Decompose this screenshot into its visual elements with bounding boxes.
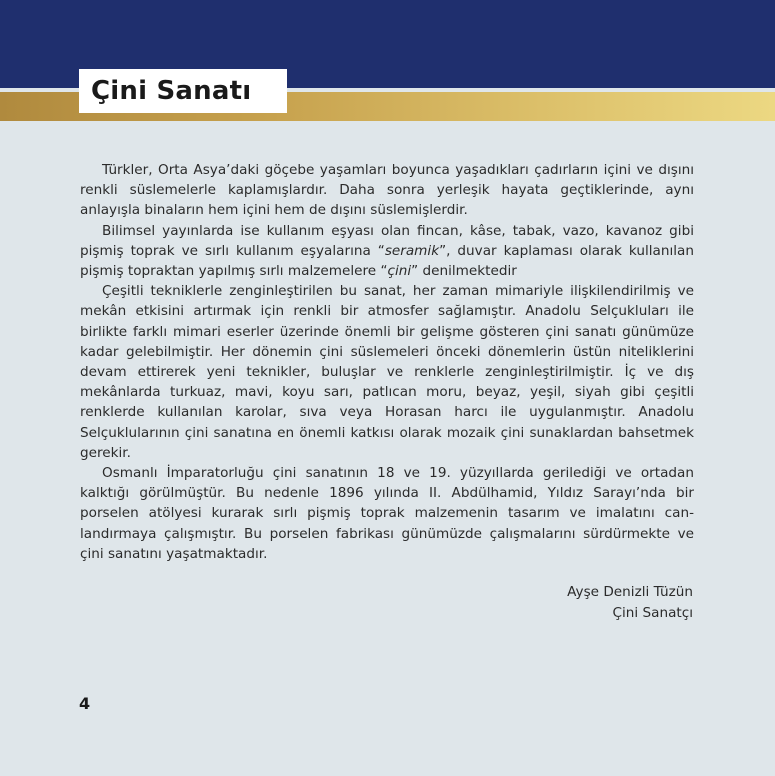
article-body — [80, 160, 694, 564]
paragraph-4: Osmanlı İmparatorluğu çini sanatının 18 ve 19. yüzyıllarda gerilediği ve ortadan kalktığı görülmüştür. Bu nedenle 1896 yılında II. Abdülhamid, Yıldız Sarayı’nda bir porselen atölyesi kurarak sırlı pişmiş toprak malzemenin tasarım ve imalatını canlandırmaya çalışmıştır. Bu porselen fabrikası günümüzde çalışmalarını sürdürmekte ve çini sanatını yaşatmaktadır. — [80, 465, 694, 562]
paragraph-2-text-3: ” denilmektedir — [411, 263, 517, 280]
paragraph-3: Çeşitli tekniklerle zenginleştirilen bu sanat, her zaman mimariyle ilişkilendirilmiş ve mekân etkisini artırmak için renkli bir atmosfer sağlamıştır. Anadolu Selçukluları ile birlikte farklı mimari eserler üzerinde önemli bir gelişme gösteren çini sanatı günümüze kadar gelebilmiştir. Her dönemin çini süslemeleri önceki dönemlerin üstün niteliklerini devam ettirerek yeni teknikler, buluşlar ve renklerle zenginleştirilmiştir. İç ve dış mekânlarda turkuaz, mavi, koyu sarı, patlıcan moru, beyaz, yeşil, siyah gibi çeşitli renklerde kullanılan karolar, sıva veya Horasan harcı ile uygulanmıştır. Anadolu Selçuklularının çini sanatına en önemli katkısı olarak mozaik çini sunaklardan bahsetmek gerekir. — [80, 283, 694, 461]
author-name: Ayşe Denizli Tüzün — [567, 584, 693, 600]
paragraph-2 — [80, 221, 694, 282]
page-title: Çini Sanatı — [91, 76, 252, 106]
term-cini: çini — [387, 263, 412, 280]
title-box — [79, 69, 287, 113]
paragraph-2-text-2: ”, duvar kaplaması olarak kullanılan pişmiş topraktan yapılmış sırlı malzemelere “ — [80, 242, 694, 280]
author-role: Çini Sanatçı — [612, 605, 693, 621]
paragraph-2-text-1: Bilimsel yayınlarda ise kullanım eşyası olan fincan, kâse, tabak, vazo, kavanoz gibi pişmiş toprak ve sırlı kullanım eşyalarına “ — [80, 222, 694, 259]
signature — [567, 582, 693, 624]
paragraph-1: Türkler, Orta Asya’daki göçebe yaşamları boyunca yaşadıkları çadırların içini ve dışını renkli süslemelerle kaplamışlardır. Daha sonra yerleşik hayata geçtiklerinde, aynı anlayışla binaların hem içini hem de dışını süslemişlerdir. — [80, 162, 694, 219]
page-number: 4 — [79, 694, 91, 713]
term-seramik: seramik — [384, 242, 440, 259]
